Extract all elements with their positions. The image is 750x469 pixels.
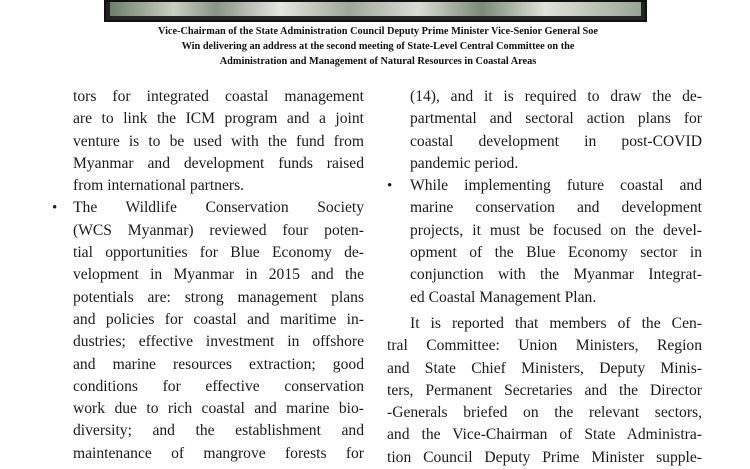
right-continuation <box>387 86 702 175</box>
left-bullet-item <box>52 197 364 465</box>
text-line: The Wildlife Conservation Society <box>73 199 364 217</box>
bullet-icon: • <box>52 200 58 217</box>
left-continuation <box>52 86 364 197</box>
caption-line: Administration and Management of Natural Resources in Coastal Areas <box>219 56 537 67</box>
text-line: marine conservation and development <box>410 199 702 217</box>
text-line: velopment in Myanmar in 2015 and the <box>73 266 364 284</box>
right-paragraph <box>387 313 702 469</box>
text-line: are to link the ICM program and a joint <box>73 110 364 128</box>
text-line: partmental and sectoral action plans for <box>410 110 702 128</box>
text-line: and marine resources extraction; good <box>73 355 364 373</box>
text-line: Myanmar and development funds raised <box>73 154 364 172</box>
left-column <box>52 86 364 465</box>
text-line: It is reported that members of the Cen- <box>410 314 702 332</box>
text-line: tral Committee: Union Ministers, Region <box>387 337 702 355</box>
text-line: ed Coastal Management Plan. <box>410 288 597 306</box>
text-line: (14), and it is required to draw the de- <box>410 88 702 105</box>
caption-line: Win delivering an address at the second meeting of State-Level Central Committee on the <box>181 41 575 52</box>
text-line: -Generals briefed on the relevant sectors, <box>387 404 702 422</box>
text-line: ters, Permanent Secretaries and the Director <box>387 381 702 399</box>
text-line: conditions for effective conservation <box>73 377 364 395</box>
text-line: venture is to be used with the fund from <box>73 132 364 150</box>
photo-caption <box>80 24 676 69</box>
text-line: tion Council Deputy Prime Minister supple- <box>387 448 702 466</box>
caption-line: Vice-Chairman of the State Administration Council Deputy Prime Minister Vice-Senior General Soe <box>158 26 598 37</box>
text-line: opment of the Blue Economy sector in <box>410 244 702 262</box>
text-line: (WCS Myanmar) reviewed four poten- <box>73 221 364 239</box>
text-line: coastal development in post-COVID <box>410 132 702 150</box>
text-line: tors for integrated coastal management <box>73 88 364 105</box>
text-line: maintenance of mangrove forests for <box>73 444 364 462</box>
text-line: and the Vice-Chairman of State Administra- <box>387 426 702 444</box>
text-line: potentials are: strong management plans <box>73 288 364 306</box>
text-line: from international partners. <box>73 177 245 195</box>
bullet-icon: • <box>387 178 393 195</box>
text-line: dustries; effective investment in offshore <box>73 333 364 351</box>
text-line: and policies for coastal and maritime in- <box>73 310 364 328</box>
text-line: work due to rich coastal and marine bio- <box>73 400 364 418</box>
text-line: pandemic period. <box>410 154 519 172</box>
text-line: conjunction with the Myanmar Integrat- <box>410 266 702 284</box>
right-bullet-item <box>387 175 702 309</box>
text-line: tial opportunities for Blue Economy de- <box>73 244 364 262</box>
article-photo <box>104 0 647 22</box>
text-line: projects, it must be focused on the devel- <box>410 221 702 239</box>
text-line: diversity; and the establishment and <box>73 422 364 440</box>
text-line: While implementing future coastal and <box>410 177 702 195</box>
text-line: and State Chief Ministers, Deputy Minis- <box>387 359 702 377</box>
right-column <box>387 86 702 469</box>
